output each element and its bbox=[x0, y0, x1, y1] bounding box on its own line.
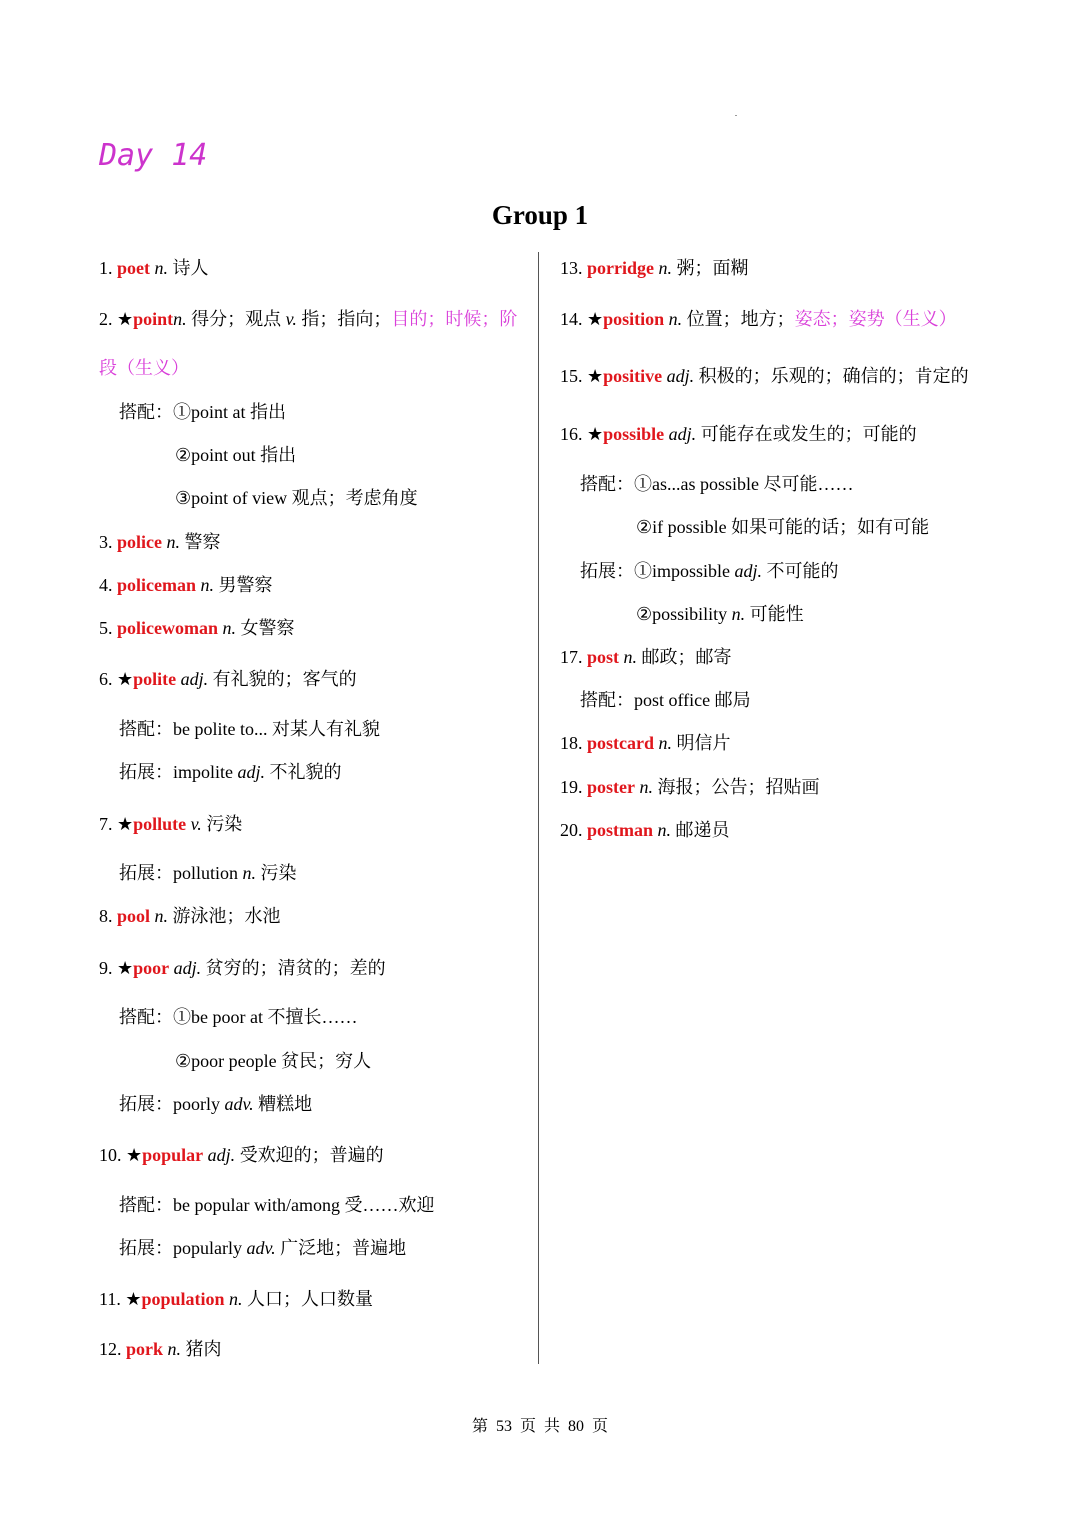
entry-1: 1. poet n. 诗人 bbox=[99, 258, 209, 278]
day-title: Day 14 bbox=[99, 138, 208, 173]
entry-10-colloc: 搭配：be popular with/among 受……欢迎 bbox=[119, 1195, 435, 1215]
star-icon: ★ bbox=[117, 309, 134, 329]
entry-2-colloc-3: ③point of view 观点；考虑角度 bbox=[175, 488, 418, 508]
star-icon: ★ bbox=[126, 1145, 143, 1165]
entry-6: 6. ★polite adj. 有礼貌的；客气的 bbox=[99, 669, 357, 689]
entry-16-ext-2: ②possibility n. 可能性 bbox=[636, 604, 804, 624]
page-footer: 第 53 页 共 80 页 bbox=[471, 1418, 609, 1435]
entry-16-colloc-1: 搭配：①as...as possible 尽可能…… bbox=[580, 474, 854, 494]
entry-15: 15. ★positive adj. 积极的；乐观的；确信的；肯定的 bbox=[560, 366, 969, 386]
entry-16-ext-1: 拓展：①impossible adj. 不可能的 bbox=[580, 561, 839, 581]
star-icon: ★ bbox=[117, 958, 134, 978]
star-icon: ★ bbox=[125, 1289, 142, 1309]
page-number: 53 bbox=[495, 1418, 512, 1435]
entry-7-ext: 拓展：pollution n. 污染 bbox=[119, 863, 297, 883]
entry-9-colloc-1: 搭配：①be poor at 不擅长…… bbox=[119, 1007, 358, 1027]
entry-18: 18. postcard n. 明信片 bbox=[560, 733, 731, 753]
star-icon: ★ bbox=[117, 814, 134, 834]
entry-9: 9. ★poor adj. 贫穷的；清贫的；差的 bbox=[99, 958, 386, 978]
entry-14: 14. ★position n. 位置；地方；姿态；姿势（生义） bbox=[560, 309, 957, 329]
group-title: Group 1 bbox=[491, 200, 589, 230]
star-icon: ★ bbox=[587, 309, 604, 329]
entry-19: 19. poster n. 海报；公告；招贴画 bbox=[560, 777, 820, 797]
entry-17-colloc: 搭配：post office 邮局 bbox=[580, 690, 751, 710]
star-icon: ★ bbox=[587, 424, 604, 444]
entry-12: 12. pork n. 猪肉 bbox=[99, 1339, 222, 1359]
star-icon: ★ bbox=[117, 669, 134, 689]
entry-20: 20. postman n. 邮递员 bbox=[560, 820, 730, 840]
entry-10-ext: 拓展：popularly adv. 广泛地；普遍地 bbox=[119, 1238, 407, 1258]
entry-9-colloc-2: ②poor people 贫民；穷人 bbox=[175, 1051, 372, 1071]
entry-13: 13. porridge n. 粥；面糊 bbox=[560, 258, 749, 278]
entry-2-colloc-1: 搭配：①point at 指出 bbox=[119, 402, 286, 422]
entry-6-ext: 拓展：impolite adj. 不礼貌的 bbox=[119, 762, 342, 782]
column-divider bbox=[538, 252, 539, 1364]
scan-mark bbox=[735, 115, 737, 116]
entry-17: 17. post n. 邮政；邮寄 bbox=[560, 647, 732, 667]
total-pages: 80 bbox=[568, 1418, 585, 1435]
star-icon: ★ bbox=[587, 366, 604, 386]
entry-9-ext: 拓展：poorly adv. 糟糕地 bbox=[119, 1094, 313, 1114]
entry-16-colloc-2: ②if possible 如果可能的话；如有可能 bbox=[636, 517, 930, 537]
entry-4: 4. policeman n. 男警察 bbox=[99, 575, 273, 595]
entry-2: 2. ★pointn. 得分；观点 v. 指；指向；目的；时候；阶 bbox=[99, 309, 518, 329]
entry-6-colloc: 搭配：be polite to... 对某人有礼貌 bbox=[119, 719, 380, 739]
entry-16: 16. ★possible adj. 可能存在或发生的；可能的 bbox=[560, 424, 917, 444]
entry-5: 5. policewoman n. 女警察 bbox=[99, 618, 295, 638]
entry-2-cont: 段（生义） bbox=[99, 358, 189, 378]
entry-10: 10. ★popular adj. 受欢迎的；普遍的 bbox=[99, 1145, 384, 1165]
entry-3: 3. police n. 警察 bbox=[99, 532, 221, 552]
entry-7: 7. ★pollute v. 污染 bbox=[99, 814, 243, 834]
entry-11: 11. ★population n. 人口；人口数量 bbox=[99, 1289, 374, 1309]
entry-2-colloc-2: ②point out 指出 bbox=[175, 445, 297, 465]
entry-8: 8. pool n. 游泳池；水池 bbox=[99, 906, 281, 926]
